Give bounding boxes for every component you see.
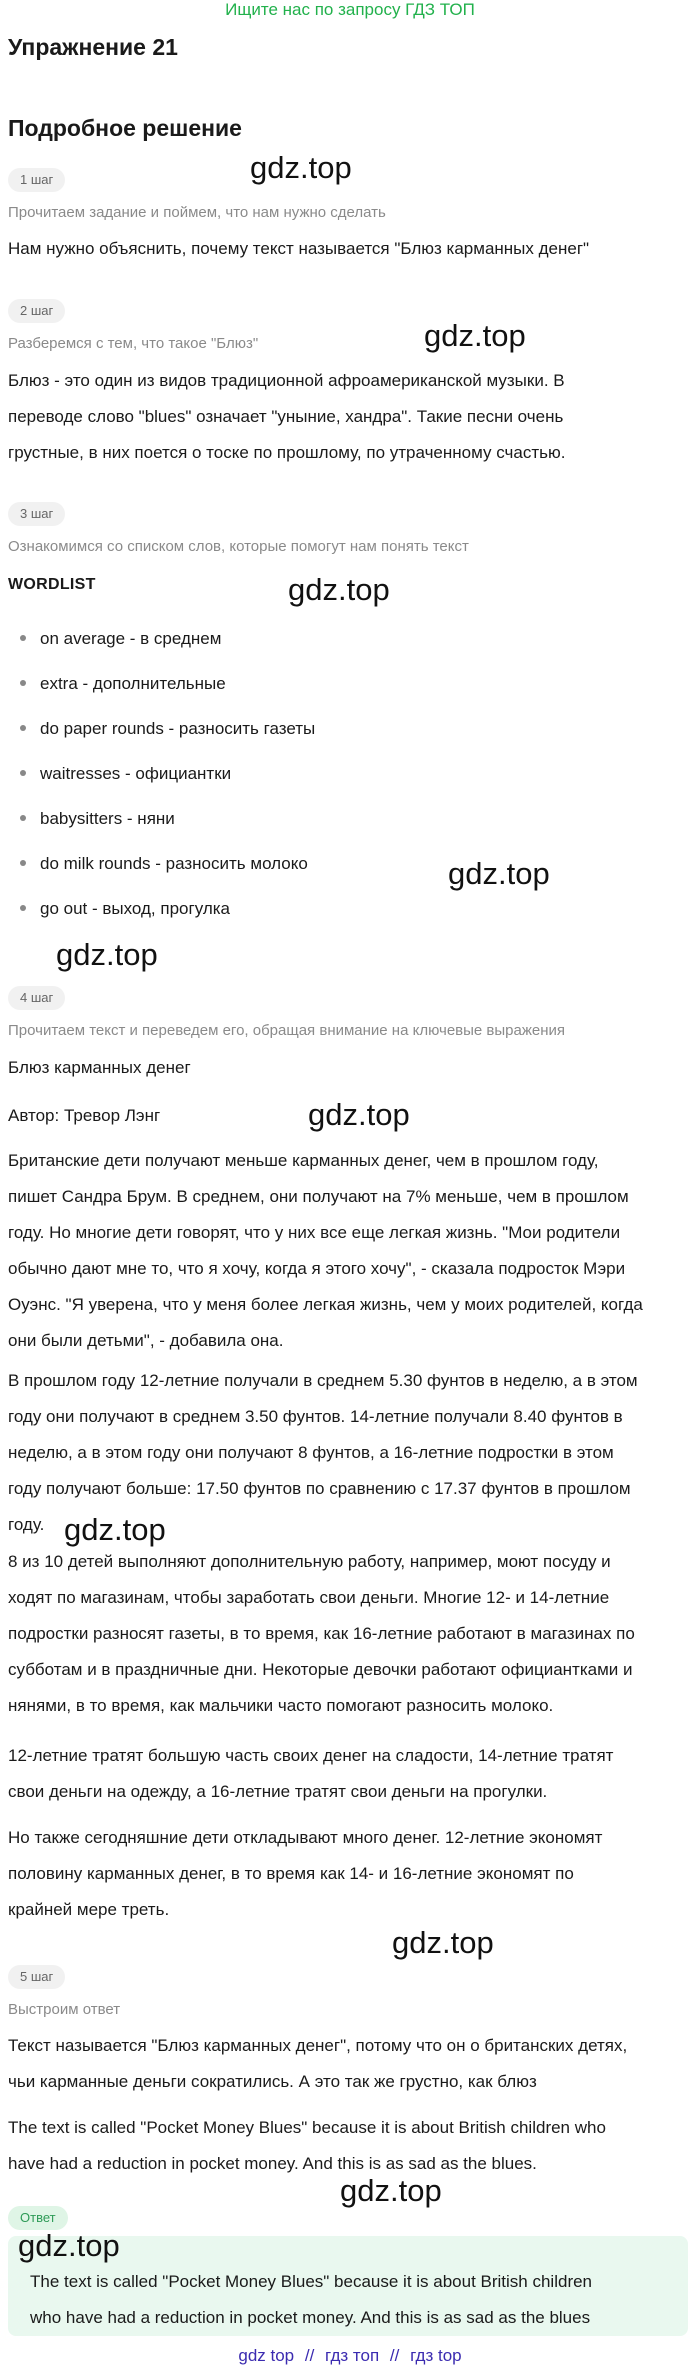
step-hint: Прочитаем задание и поймем, что нам нужно сделать xyxy=(8,204,386,221)
answer-badge: Ответ xyxy=(8,2206,68,2230)
page-title: Упражнение 21 xyxy=(8,34,178,60)
step-badge: 4 шаг xyxy=(8,986,65,1010)
text-line: Но также сегодняшние дети откладывают много денег. 12-летние экономят xyxy=(8,1828,603,1847)
bullet-icon xyxy=(20,905,26,911)
text-line: неделю, а в этом году они получают 8 фунтов, а 16-летние подростки в этом xyxy=(8,1443,614,1462)
text-line: Текст называется "Блюз карманных денег", потому что он о британских детях, xyxy=(8,2036,628,2055)
text-line: The text is called "Pocket Money Blues" because it is about British children xyxy=(30,2272,593,2291)
list-item: go out - выход, прогулка xyxy=(20,899,230,919)
text-line: обычно дают мне то, что я хочу, когда я этого хочу", - сказала подросток Мэри xyxy=(8,1259,626,1278)
watermark: gdz.top xyxy=(288,572,390,607)
text-line: половину карманных денег, в то время как 14- и 16-летние экономят по xyxy=(8,1864,574,1883)
watermark: gdz.top xyxy=(308,1097,410,1132)
list-item: on average - в среднем xyxy=(20,629,221,649)
text-line: Британские дети получают меньше карманных денег, чем в прошлом году, xyxy=(8,1151,599,1170)
solution-heading: Подробное решение xyxy=(8,115,242,141)
list-item: do paper rounds - разносить газеты xyxy=(20,719,315,739)
watermark: gdz.top xyxy=(18,2228,120,2263)
text-line: подростки разносят газеты, в то время, как 16-летние работают в магазинах по xyxy=(8,1624,635,1643)
text-line: 12-летние тратят большую часть своих денег на сладости, 14-летние тратят xyxy=(8,1746,614,1765)
text-line: В прошлом году 12-летние получали в среднем 5.30 фунтов в неделю, а в этом xyxy=(8,1371,638,1390)
text-line: они были детьми", - добавила она. xyxy=(8,1331,284,1350)
watermark: gdz.top xyxy=(448,856,550,891)
text-line: году. Но многие дети говорят, что у них все еще легкая жизнь. "Мои родители xyxy=(8,1223,621,1242)
text-line: свои деньги на одежду, а 16-летние тратят свои деньги на прогулки. xyxy=(8,1782,548,1801)
footer-link[interactable]: gdz top xyxy=(238,2346,295,2365)
text-line: чьи карманные деньги сократились. А это так же грустно, как блюз xyxy=(8,2072,537,2091)
answer-text xyxy=(30,2264,680,2336)
bullet-icon xyxy=(20,770,26,776)
text-title: Блюз карманных денег xyxy=(8,1058,191,1077)
footer-separator: // xyxy=(304,2346,315,2365)
text-line: году. xyxy=(8,1515,45,1534)
watermark: gdz.top xyxy=(424,318,526,353)
text-line: ходят по магазинам, чтобы заработать свои деньги. Многие 12- и 14-летние xyxy=(8,1588,610,1607)
bullet-icon xyxy=(20,815,26,821)
list-item: waitresses - официантки xyxy=(20,764,231,784)
text-line: have had a reduction in pocket money. And this is as sad as the blues. xyxy=(8,2154,537,2173)
text-line: грустные, в них поется о тоске по прошлому, по утраченному счастью. xyxy=(8,443,566,462)
footer-separator: // xyxy=(389,2346,400,2365)
text-line: переводе слово "blues" означает "уныние, хандра". Такие песни очень xyxy=(8,407,564,426)
step-badge: 5 шаг xyxy=(8,1965,65,1989)
text-line: году они получают в среднем 3.50 фунтов. 14-летние получали 8.40 фунтов в xyxy=(8,1407,623,1426)
text-paragraph xyxy=(8,1820,692,1928)
footer-links xyxy=(0,2346,700,2366)
list-item: do milk rounds - разносить молоко xyxy=(20,854,308,874)
watermark: gdz.top xyxy=(392,1925,494,1960)
text-line: who have had a reduction in pocket money. And this is as sad as the blues xyxy=(30,2308,591,2327)
step5-en-text xyxy=(8,2110,692,2182)
text-line: Блюз - это один из видов традиционной афроамериканской музыки. В xyxy=(8,371,565,390)
text-line: The text is called "Pocket Money Blues" because it is about British children who xyxy=(8,2118,606,2137)
text-line: субботам и в праздничные дни. Некоторые девочки работают официантками и xyxy=(8,1660,633,1679)
text-paragraph xyxy=(8,1363,692,1543)
text-paragraph xyxy=(8,1544,692,1724)
bullet-icon xyxy=(20,860,26,866)
list-item: extra - дополнительные xyxy=(20,674,226,694)
text-paragraph xyxy=(8,1143,692,1359)
step-hint: Ознакомимся со списком слов, которые помогут нам понять текст xyxy=(8,538,469,555)
step-hint: Выстроим ответ xyxy=(8,2001,121,2018)
footer-link[interactable]: гдз top xyxy=(410,2346,462,2365)
text-paragraph xyxy=(8,1738,692,1810)
watermark: gdz.top xyxy=(250,150,352,185)
text-line: Оуэнс. "Я уверена, что у меня более легкая жизнь, чем у моих родителей, когда xyxy=(8,1295,643,1314)
step-badge: 3 шаг xyxy=(8,502,65,526)
text-line: нянями, в то время, как мальчики часто помогают разносить молоко. xyxy=(8,1696,554,1715)
text-author: Автор: Тревор Лэнг xyxy=(8,1106,161,1125)
bullet-icon xyxy=(20,635,26,641)
step-hint: Прочитаем текст и переведем его, обращая внимание на ключевые выражения xyxy=(8,1022,566,1039)
step2-text xyxy=(8,363,692,471)
step-badge: 1 шаг xyxy=(8,168,65,192)
text-line: крайней мере треть. xyxy=(8,1900,170,1919)
step-hint: Разберемся с тем, что такое "Блюз" xyxy=(8,335,259,352)
footer-link[interactable]: гдз топ xyxy=(325,2346,380,2365)
text-line: 8 из 10 детей выполняют дополнительную работу, например, моют посуду и xyxy=(8,1552,611,1571)
step5-ru-text xyxy=(8,2028,692,2100)
text-line: году получают больше: 17.50 фунтов по сравнению с 17.37 фунтов в прошлом xyxy=(8,1479,631,1498)
watermark: gdz.top xyxy=(56,937,158,972)
text-line: пишет Сандра Брум. В среднем, они получают на 7% меньше, чем в прошлом xyxy=(8,1187,629,1206)
watermark: gdz.top xyxy=(64,1512,166,1547)
bullet-icon xyxy=(20,680,26,686)
step1-text: Нам нужно объяснить, почему текст называется "Блюз карманных денег" xyxy=(8,239,590,258)
bullet-icon xyxy=(20,725,26,731)
list-item: babysitters - няни xyxy=(20,809,175,829)
wordlist-title: WORDLIST xyxy=(8,576,96,593)
search-banner: Ищите нас по запросу ГДЗ ТОП xyxy=(225,0,475,19)
step-badge: 2 шаг xyxy=(8,299,65,323)
watermark: gdz.top xyxy=(340,2173,442,2208)
